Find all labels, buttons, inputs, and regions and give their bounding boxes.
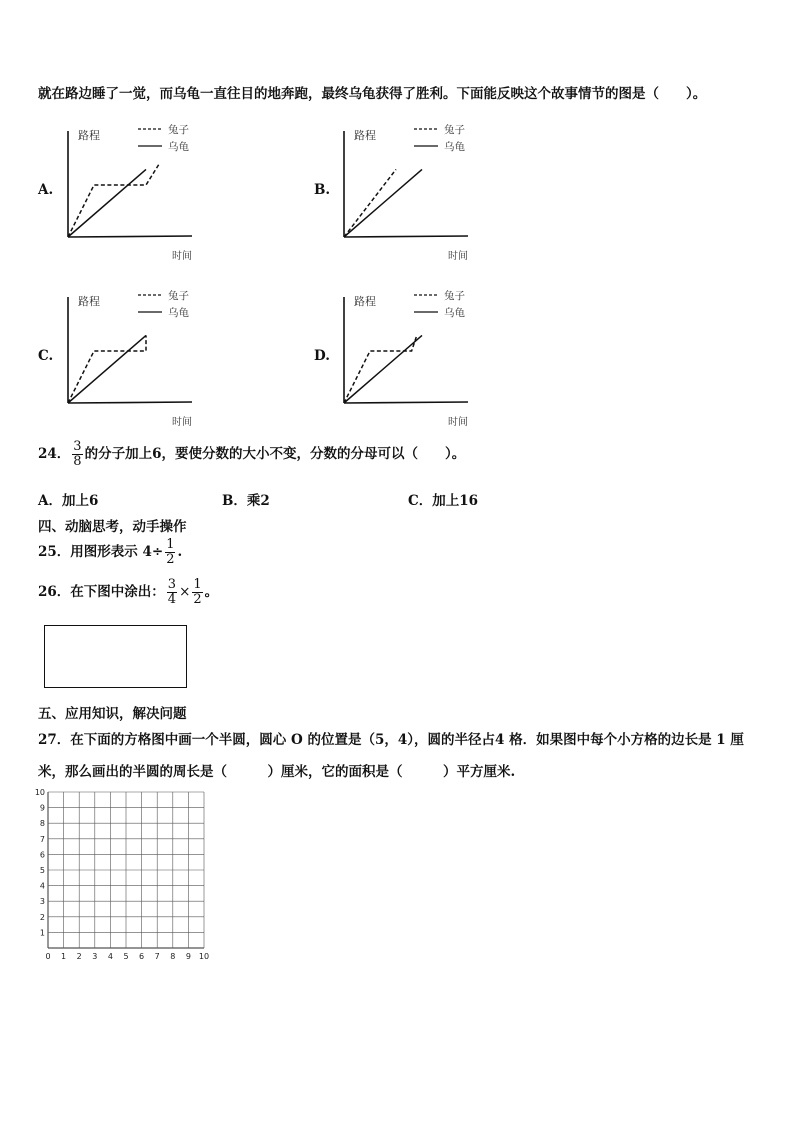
q26-shading-rectangle[interactable] [44, 625, 187, 688]
series-line-turtle [344, 169, 422, 237]
q26-suffix: 。 [204, 584, 219, 600]
legend-rabbit-label: 兔子 [168, 290, 189, 302]
q25-frac-num: 1 [166, 537, 175, 552]
grid-x-tick-label: 1 [61, 952, 67, 961]
x-axis [344, 236, 468, 237]
x-axis-label: 时间 [172, 251, 192, 262]
q26-prefix: 26．在下图中涂出： [38, 584, 165, 600]
q26-times: × [179, 584, 191, 600]
x-axis [68, 402, 192, 403]
option-a-label[interactable]: A. [38, 182, 54, 198]
grid-x-tick-label: 10 [198, 952, 210, 961]
q26-fraction-1 [167, 578, 177, 607]
legend-turtle-label: 乌龟 [168, 307, 189, 319]
x-axis-label: 时间 [448, 251, 468, 262]
grid-x-tick-label: 8 [170, 952, 176, 961]
chart-d [344, 289, 468, 428]
chart-a [68, 123, 192, 262]
y-axis-label: 路程 [354, 295, 376, 308]
x-axis [344, 402, 468, 403]
grid-y-tick-label: 1 [39, 928, 45, 938]
legend-turtle-label: 乌龟 [444, 307, 465, 319]
q26-frac1-num: 3 [167, 577, 177, 592]
option-c-label[interactable]: C. [38, 348, 54, 364]
grid-y-tick-label: 10 [34, 788, 45, 797]
q26-frac1-den: 4 [167, 592, 177, 607]
grid-x-tick-label: 7 [154, 952, 160, 961]
legend-turtle-label: 乌龟 [444, 141, 465, 153]
grid-x-tick-label: 0 [45, 952, 51, 961]
q24-text: 的分子加上6，要使分数的大小不变，分数的分母可以（ ）。 [84, 446, 466, 462]
legend-turtle-label: 乌龟 [168, 141, 189, 153]
grid-y-tick-label: 7 [39, 834, 45, 844]
x-axis [68, 236, 192, 237]
grid-y-tick-label: 5 [39, 866, 45, 875]
q27-line-2: 米，那么画出的半圆的周长是（ ）厘米，它的面积是（ ）平方厘米. [38, 764, 516, 780]
q24-number: 24． [38, 446, 71, 462]
section-4-title: 四、动脑思考，动手操作 [38, 519, 187, 535]
grid-x-tick-label: 6 [139, 952, 145, 961]
q24-option-a[interactable]: A．加上6 [38, 493, 99, 509]
q23-charts [38, 115, 478, 435]
grid-x-tick-label: 3 [92, 952, 98, 961]
q26-frac2-num: 1 [193, 577, 202, 592]
q24-frac-den: 8 [73, 454, 82, 469]
grid-y-tick-label: 3 [39, 897, 45, 907]
y-axis-label: 路程 [354, 129, 376, 142]
series-line-turtle [68, 169, 146, 237]
option-d-label[interactable]: D. [314, 348, 330, 364]
q23-charts-svg [38, 115, 478, 435]
legend-rabbit-label: 兔子 [444, 124, 465, 136]
q27-grid-svg[interactable] [34, 786, 214, 962]
x-axis-label: 时间 [172, 417, 192, 428]
chart-b [344, 123, 468, 262]
series-line-turtle [68, 335, 146, 403]
grid-y-tick-label: 4 [39, 881, 45, 891]
grid-y-tick-label: 2 [39, 912, 45, 922]
q24-option-c[interactable]: C．加上16 [408, 493, 479, 509]
y-axis-label: 路程 [78, 295, 100, 308]
q26-line [38, 578, 218, 607]
q25-prefix: 25．用图形表示 4÷ [38, 544, 164, 560]
q25-frac-den: 2 [166, 552, 175, 567]
q24-line [38, 440, 465, 469]
x-axis-label: 时间 [448, 417, 468, 428]
grid-y-tick-label: 6 [39, 850, 45, 860]
grid-x-tick-label: 2 [76, 952, 82, 961]
chart-c [68, 289, 192, 428]
grid-x-tick-label: 9 [185, 952, 191, 961]
q25-fraction [165, 538, 175, 567]
q25-suffix: . [177, 544, 183, 560]
y-axis-label: 路程 [78, 129, 100, 142]
q24-fraction [72, 440, 82, 469]
grid-y-tick-label: 9 [39, 803, 45, 813]
series-line-turtle [344, 335, 422, 403]
grid-x-tick-label: 5 [123, 952, 129, 961]
q25-line [38, 538, 182, 567]
legend-rabbit-label: 兔子 [168, 124, 189, 136]
q24-option-b[interactable]: B．乘2 [222, 493, 270, 509]
legend-rabbit-label: 兔子 [444, 290, 465, 302]
q23-intro: 就在路边睡了一觉，而乌龟一直往目的地奔跑，最终乌龟获得了胜利。下面能反映这个故事情节的图是（ ）。 [38, 86, 707, 102]
q26-frac2-den: 2 [193, 592, 202, 607]
q27-line-1: 27．在下面的方格图中画一个半圆，圆心 O 的位置是（5，4），圆的半径占4 格．如果图中每个小方格的边长是 1 厘 [38, 732, 744, 748]
grid-y-tick-label: 8 [39, 819, 45, 829]
section-5-title: 五、应用知识，解决问题 [38, 706, 187, 722]
q24-frac-num: 3 [73, 439, 82, 454]
series-line-rabbit [344, 169, 396, 237]
q26-fraction-2 [192, 578, 202, 607]
option-b-label[interactable]: B. [314, 182, 331, 198]
grid-x-tick-label: 4 [107, 952, 113, 961]
q27-grid[interactable] [34, 786, 214, 962]
